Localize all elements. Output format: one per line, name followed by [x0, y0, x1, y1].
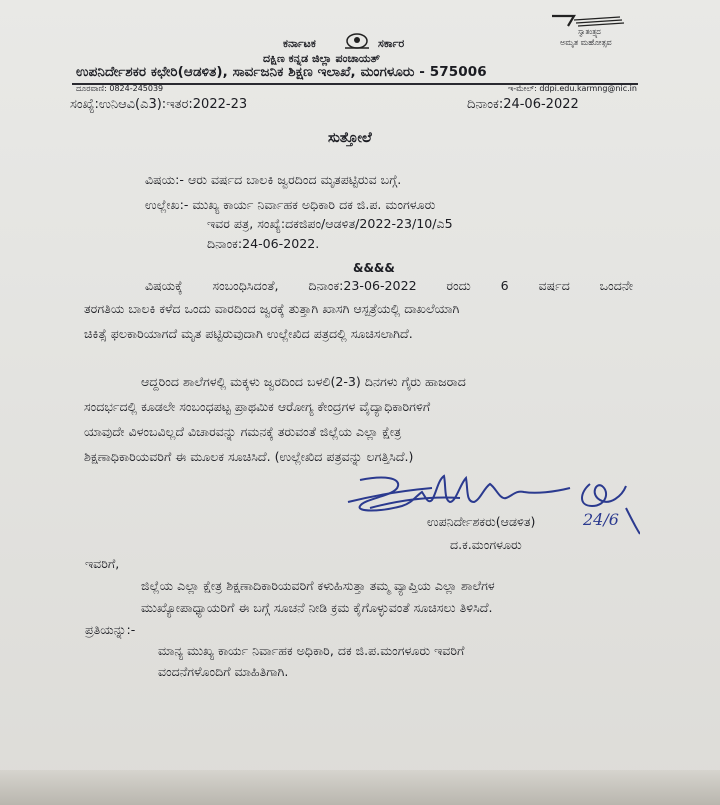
para2-line-4: ಶಿಕ್ಷಣಾಧಿಕಾರಿಯವರಿಗೆ ಈ ಮೂಲಕ ಸೂಚಿಸಿದೆ. (ಉಲ್ಲೇಖಿದ ಪತ್ರವನ್ನು ಲಗತ್ತಿಸಿದೆ.): [84, 449, 414, 464]
office-heading: ಉಪನಿರ್ದೇಶಕರ ಕಛೇರಿ(ಆಡಳಿತ), ಸಾರ್ವಜನಿಕ ಶಿಕ್ಷಣ ಇಲಾಖೆ, ಮಂಗಳೂರು - 575006: [76, 64, 487, 80]
signatory-designation: ಉಪನಿರ್ದೇಶಕರು(ಆಡಳಿತ): [427, 514, 536, 529]
copy-line-2: ವಂದನೆಗಳೊಂದಿಗೆ ಮಾಹಿತಿಗಾಗಿ.: [158, 664, 289, 679]
signatory-place: ದ.ಕ.ಮಂಗಳೂರು: [450, 537, 522, 552]
header-karnataka: ಕರ್ನಾಟಕ: [283, 37, 316, 50]
logo-text-1: ಸ್ವಾತಂತ್ರ್ಯದ: [578, 28, 601, 36]
reference-date: ದಿನಾಂಕ:24-06-2022: [467, 97, 579, 112]
header-sarkara: ಸರ್ಕಾರ: [378, 37, 405, 50]
reference-line-3: ದಿನಾಂಕ:24-06-2022.: [207, 236, 320, 251]
header-zilla-panchayat: ದಕ್ಷಿಣ ಕನ್ನಡ ಜಿಲ್ಲಾ ಪಂಚಾಯತ್: [263, 52, 381, 65]
logo-text-2: ಅಮೃತ ಮಹೋತ್ಸವ: [560, 38, 612, 47]
separator: &&&&: [353, 261, 395, 275]
header-phone: ದೂರವಾಣಿ: 0824-245039: [76, 84, 164, 93]
header-email: ಇ-ಮೇಲ್: ddpi.edu.karmng@nic.in: [508, 84, 637, 93]
para1-line-3: ಚಿಕಿತ್ಸೆ ಫಲಕಾರಿಯಾಗದೆ ಮೃತ ಪಟ್ಟಿರುವುದಾಗಿ ಉಲ್ಲೇಖಿದ ಪತ್ರದಲ್ಲಿ ಸೂಚಿಸಲಾಗಿದೆ.: [84, 326, 413, 341]
to-line-2: ಮುಖ್ಯೋಪಾಧ್ಯಾಯರಿಗೆ ಈ ಬಗ್ಗೆ ಸೂಚನೆ ನೀಡಿ ಕ್ರಮ ಕೈಗೊಳ್ಳುವಂತೆ ಸೂಚಿಸಲು ತಿಳಿಸಿದೆ.: [141, 600, 493, 615]
para1-line-2: ತರಗತಿಯ ಬಾಲಕಿ ಕಳೆದ ಒಂದು ವಾರದಿಂದ ಜ್ವರಕ್ಕೆ ತುತ್ತಾಗಿ ಖಾಸಗಿ ಆಸ್ಪತ್ರೆಯಲ್ಲಿ ದಾಖಲೆಯಾಗಿ: [84, 301, 460, 316]
to-line-1: ಜಿಲ್ಲೆಯ ಎಲ್ಲಾ ಕ್ಷೇತ್ರ ಶಿಕ್ಷಣಾದಿಕಾರಿಯವರಿಗೆ ಕಳುಹಿಸುತ್ತಾ ತಮ್ಮ ವ್ಯಾಪ್ತಿಯ ಎಲ್ಲಾ ಶಾಲೆಗಳ: [141, 578, 495, 593]
table-surface: [0, 770, 720, 805]
reference-line-2: ಇವರ ಪತ್ರ, ಸಂಖ್ಯೆ:ದಕಜಿಪಂ/ಆಡಳಿತ/2022-23/10/ಎ5: [207, 216, 453, 231]
subject-line: ವಿಷಯ:- ಆರು ವರ್ಷದ ಬಾಲಕಿ ಜ್ವರದಿಂದ ಮೃತಪಟ್ಟಿರುವ ಬಗ್ಗೆ.: [145, 172, 402, 187]
circular-title: ಸುತ್ತೋಲೆ: [328, 130, 372, 146]
signature-date-note: 24/6: [583, 510, 619, 529]
copy-label: ಪ್ರತಿಯನ್ನು:-: [85, 622, 136, 637]
copy-line-1: ಮಾನ್ಯ ಮುಖ್ಯ ಕಾರ್ಯ ನಿರ್ವಾಹಕ ಅಧಿಕಾರಿ, ದಕ ಜಿ.ಪ.ಮಂಗಳೂರು ಇವರಿಗೆ: [158, 643, 465, 658]
para2-line-2: ಸಂದರ್ಭದಲ್ಲಿ ಕೂಡಲೇ ಸಂಬಂಧಪಟ್ಟ ಪ್ರಾಥಮಿಕ ಆರೋಗ್ಯ ಕೇಂದ್ರಗಳ ವೈದ್ಯಾಧಿಕಾರಿಗಳಿಗೆ: [84, 399, 431, 414]
to-label: ಇವರಿಗೆ,: [85, 556, 120, 571]
para1-line-1: ವಿಷಯಕ್ಕೆ ಸಂಬಂಧಿಸಿದಂತೆ, ದಿನಾಂಕ:23-06-2022 ರಂದು 6 ವರ್ಷದ ಒಂದನೇ: [145, 278, 633, 293]
reference-number: ಸಂಖ್ಯೆ:ಉನಿಆವಿ(ಎ3):ಇತರ:2022-23: [70, 97, 248, 112]
reference-line-1: ಉಲ್ಲೇಖ:- ಮುಖ್ಯ ಕಾರ್ಯ ನಿರ್ವಾಹಕ ಅಧಿಕಾರಿ ದಕ ಜಿ.ಪ. ಮಂಗಳೂರು: [145, 197, 436, 212]
state-emblem-icon: [342, 31, 372, 51]
para2-line-3: ಯಾವುದೇ ವಿಳಂಬವಿಲ್ಲದೆ ವಿಚಾರವನ್ನು ಗಮನಕ್ಕೆ ತರುವಂತೆ ಜಿಲ್ಲೆಯ ಎಲ್ಲಾ ಕ್ಷೇತ್ರ: [84, 424, 402, 439]
para2-line-1: ಆದ್ದರಿಂದ ಶಾಲೆಗಳಲ್ಲಿ ಮಕ್ಕಳು ಜ್ವರದಿಂದ ಬಳಲಿ(2-3) ದಿನಗಳು ಗೈರು ಹಾಜರಾದ: [141, 374, 466, 389]
